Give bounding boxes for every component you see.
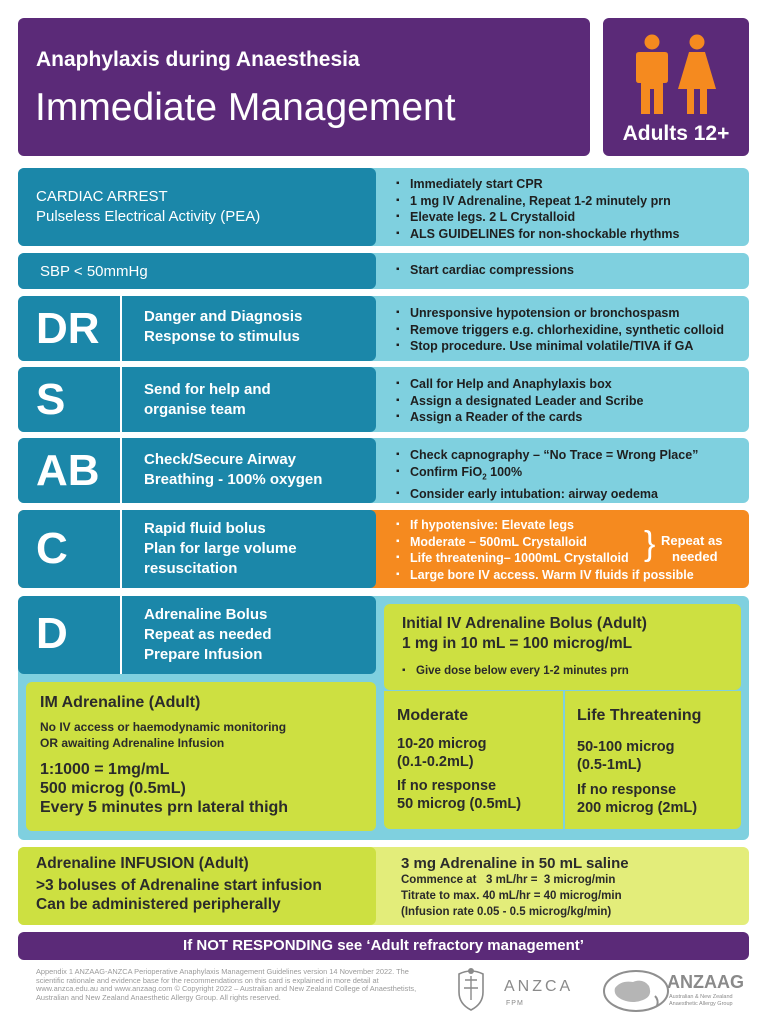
sbp-label: SBP < 50mmHg	[40, 263, 148, 280]
fio2-text: Confirm FiO	[410, 464, 483, 479]
d-line3: Prepare Infusion	[144, 646, 263, 663]
c-line3: resuscitation	[144, 560, 238, 577]
anzaag-map-icon	[603, 970, 669, 1012]
divider	[120, 296, 122, 361]
moderate-title: Moderate	[397, 707, 469, 724]
s-line2: organise team	[144, 401, 246, 418]
c-line2: Plan for large volume	[144, 540, 297, 557]
cardiac-arrest-label: CARDIAC ARREST	[36, 188, 168, 205]
male-figure-icon	[635, 34, 669, 116]
im-title: IM Adrenaline (Adult)	[40, 694, 201, 711]
list-item: ▪ Assign a Reader of the cards	[396, 409, 746, 426]
initial-bolus-note	[402, 663, 732, 680]
header-subtitle: Anaphylaxis during Anaesthesia	[36, 48, 360, 71]
initial-bolus-title: Initial IV Adrenaline Bolus (Adult)	[402, 615, 647, 632]
fpm-wordmark: FPM	[506, 1000, 524, 1007]
ab-label-box	[18, 438, 376, 503]
list-item: ▪ Immediately start CPR	[396, 176, 746, 193]
infusion-rate-max: Titrate to max. 40 mL/hr = 40 microg/min	[401, 890, 622, 902]
im-frequency: Every 5 minutes prn lateral thigh	[40, 799, 289, 816]
header-badge-panel	[603, 18, 749, 156]
divider	[120, 367, 122, 432]
moderate-dose1: 10-20 microg	[397, 736, 487, 752]
cardiac-arrest-actions	[396, 176, 746, 242]
dr-actions	[396, 305, 748, 355]
d-letter: D	[36, 609, 68, 658]
im-dose: 500 microg (0.5mL)	[40, 780, 186, 797]
list-item: ▪ Life threatening– 1000mL Crystalloid	[396, 550, 748, 567]
repeat-note-2: needed	[672, 549, 718, 564]
infusion-left-box	[18, 847, 376, 925]
ab-line2: Breathing - 100% oxygen	[144, 471, 323, 488]
moderate-no-response: If no response	[397, 778, 497, 794]
list-item: ▪ Remove triggers e.g. chlorhexidine, synthetic colloid	[396, 322, 748, 339]
sbp-actions	[396, 262, 746, 279]
divider	[120, 510, 122, 588]
dr-line1: Danger and Diagnosis	[144, 308, 303, 325]
repeat-brace: }	[644, 525, 656, 563]
infusion-line2: Can be administered peripherally	[36, 896, 281, 913]
page-title: Immediate Management	[35, 86, 456, 129]
life-threatening-box	[565, 691, 741, 829]
list-item: ▪ Stop procedure. Use minimal volatile/TIVA if GA	[396, 338, 748, 355]
repeat-note-1: Repeat as	[661, 533, 723, 548]
list-item	[396, 464, 748, 486]
list-item: ▪ Assign a designated Leader and Scribe	[396, 393, 746, 410]
anzca-logo	[456, 966, 584, 1014]
pea-label: Pulseless Electrical Activity (PEA)	[36, 208, 261, 225]
list-item: ▪ Elevate legs. 2 L Crystalloid	[396, 209, 746, 226]
dr-label-box	[18, 296, 376, 361]
list-item: ▪ Give dose below every 1-2 minutes prn	[402, 663, 732, 680]
header-title-panel	[18, 18, 590, 156]
moderate-box	[384, 691, 563, 829]
fio2-value: 100%	[486, 464, 523, 479]
im-note2: OR awaiting Adrenaline Infusion	[40, 736, 225, 750]
list-item: ▪ ALS GUIDELINES for non-shockable rhythms	[396, 226, 746, 243]
moderate-repeat-dose: 50 microg (0.5mL)	[397, 796, 522, 812]
female-figure-icon	[677, 34, 717, 116]
d-line2: Repeat as needed	[144, 626, 272, 643]
c-line1: Rapid fluid bolus	[144, 520, 266, 537]
s-actions	[396, 376, 746, 426]
anzaag-wordmark: ANZAAG	[667, 972, 744, 992]
refractory-link[interactable]: ‘Adult refractory management’	[366, 937, 584, 954]
ab-letter: AB	[36, 446, 100, 495]
life-dose2: (0.5-1mL)	[577, 757, 642, 773]
infusion-rate-range: (Infusion rate 0.05 - 0.5 microg/kg/min)	[401, 906, 612, 918]
im-note1: No IV access or haemodynamic monitoring	[40, 720, 287, 734]
s-label-box	[18, 367, 376, 432]
initial-iv-bolus-box	[384, 604, 741, 690]
c-letter: C	[36, 524, 68, 573]
dr-letter: DR	[36, 304, 100, 353]
age-badge: Adults 12+	[622, 122, 730, 145]
life-dose1: 50-100 microg	[577, 739, 675, 755]
s-letter: S	[36, 375, 66, 424]
list-item: ▪ Moderate – 500mL Crystalloid	[396, 534, 748, 551]
c-label-box	[18, 510, 376, 588]
list-item: ▪ Large bore IV access. Warm IV fluids if possible	[396, 567, 748, 584]
list-item: ▪ Check capnography – “No Trace = Wrong Place”	[396, 447, 748, 464]
anzaag-logo	[603, 970, 753, 1014]
infusion-line1: >3 boluses of Adrenaline start infusion	[36, 877, 322, 894]
im-concentration: 1:1000 = 1mg/mL	[40, 761, 170, 778]
d-line1: Adrenaline Bolus	[144, 606, 268, 623]
s-line1: Send for help and	[144, 381, 271, 398]
ab-actions	[396, 447, 748, 502]
im-adrenaline-box	[26, 682, 376, 831]
fio2-subscript: 2	[482, 472, 487, 481]
infusion-title: Adrenaline INFUSION (Adult)	[36, 855, 249, 872]
anzaag-subtitle-1: Australian & New Zealand	[669, 994, 733, 1000]
list-item: ▪ Unresponsive hypotension or bronchospasm	[396, 305, 748, 322]
life-threatening-title: Life Threatening	[577, 707, 702, 724]
ab-line1: Check/Secure Airway	[144, 451, 297, 468]
life-no-response: If no response	[577, 782, 677, 798]
moderate-dose2: (0.1-0.2mL)	[397, 754, 474, 770]
list-item: ▪ Consider early intubation: airway oedema	[396, 486, 748, 503]
list-item: ▪ If hypotensive: Elevate legs	[396, 517, 748, 534]
dr-line2: Response to stimulus	[144, 328, 300, 345]
anzca-crest-icon	[456, 966, 486, 1012]
infusion-rate-start: Commence at 3 mL/hr = 3 microg/min	[401, 874, 616, 886]
initial-bolus-dose: 1 mg in 10 mL = 100 microg/mL	[402, 635, 633, 652]
list-item: ▪ Call for Help and Anaphylaxis box	[396, 376, 746, 393]
divider	[120, 596, 122, 674]
cardiac-arrest-label-box	[18, 168, 376, 246]
d-label-box	[18, 596, 376, 674]
sbp-label-box	[18, 253, 376, 289]
divider	[120, 438, 122, 503]
refractory-text: If NOT RESPONDING see	[183, 937, 367, 954]
anzca-wordmark: ANZCA	[504, 978, 574, 995]
list-item: ▪ Start cardiac compressions	[396, 262, 746, 279]
refractory-banner	[18, 932, 749, 960]
footnote: Appendix 1 ANZAAG-ANZCA Perioperative Anaphylaxis Management Guidelines version 14 November 2022. The scientific rationale and evidence base for the recommendations on this card is explained in more detail at www.anzca.edu.au and www.anzaag.com © Copyright 2022 – Australian and New Zealand College of Anaesthetists, Australian and New Zealand Anaesthetic Allergy Group. All rights reserved.	[36, 967, 417, 1002]
list-item: ▪ 1 mg IV Adrenaline, Repeat 1-2 minutely prn	[396, 193, 746, 210]
anzaag-subtitle-2: Anaesthetic Allergy Group	[669, 1001, 733, 1007]
infusion-preparation: 3 mg Adrenaline in 50 mL saline	[401, 855, 629, 872]
life-repeat-dose: 200 microg (2mL)	[577, 800, 698, 816]
